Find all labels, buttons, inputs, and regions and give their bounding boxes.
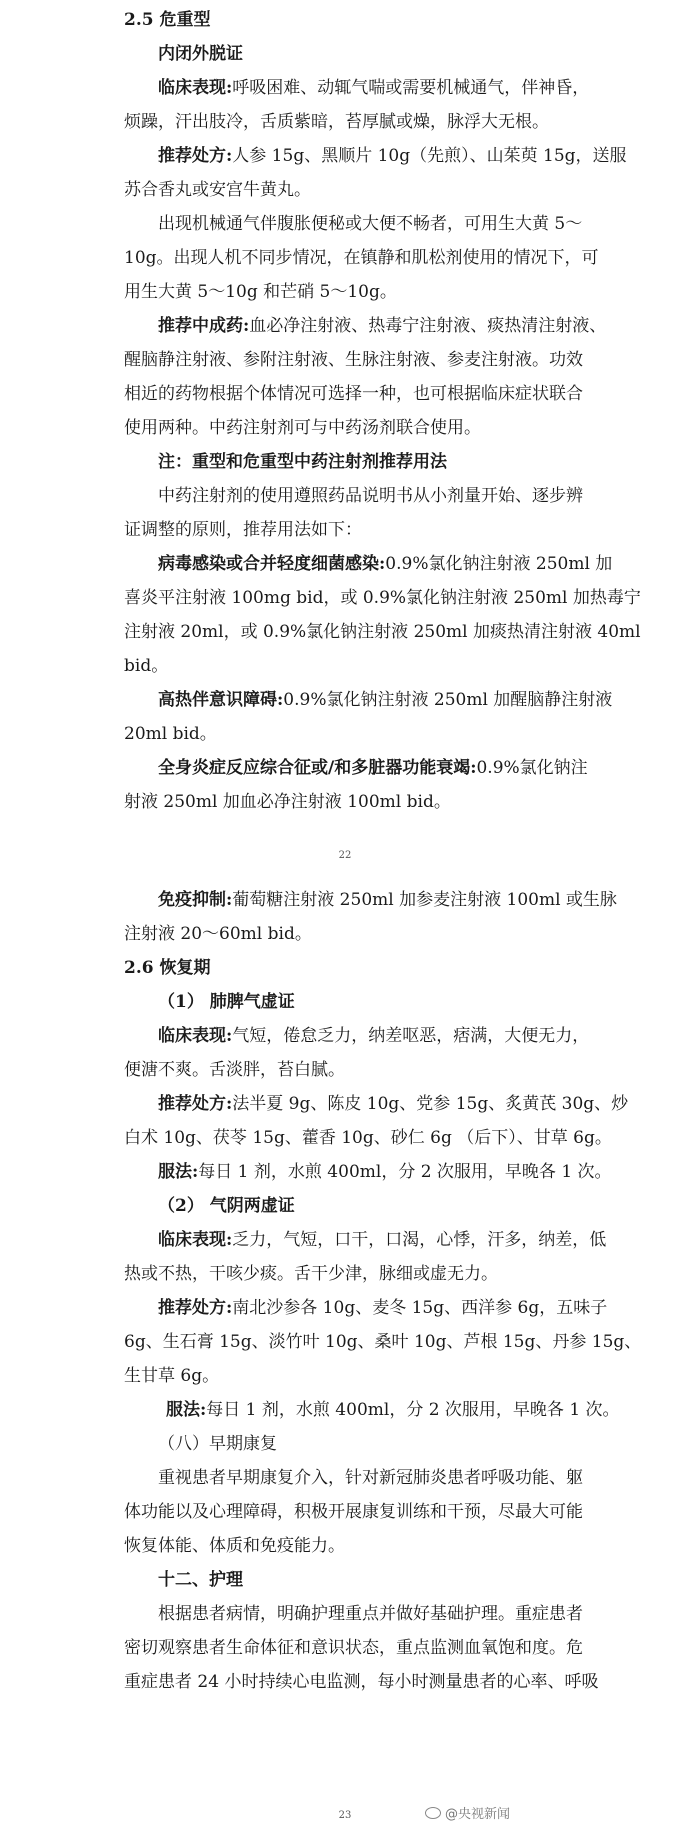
- line-text: 恢复体能、体质和免疫能力。: [124, 1536, 345, 1556]
- line-text: 0.9%氯化钠注射液 250ml 加醒脑静注射液: [283, 690, 613, 710]
- text-line: [124, 1393, 620, 1427]
- text-line: [124, 1087, 629, 1121]
- bold-label: 临床表现:: [158, 78, 233, 98]
- line-text: 乏力，气短，口干，口渴，心悸，汗多，纳差，低: [232, 1230, 607, 1250]
- text-line: [124, 1665, 599, 1699]
- line-text: 便溏不爽。舌淡胖，苔白腻。: [124, 1060, 345, 1080]
- text-line: [124, 683, 613, 717]
- text-line: [124, 1053, 594, 1087]
- line-text: 2.5 危重型: [124, 10, 211, 30]
- line-text: 使用两种。中药注射剂可与中药汤剂联合使用。: [124, 418, 481, 438]
- page-number: 22: [338, 850, 352, 861]
- bold-label: 高热伴意识障碍:: [158, 690, 284, 710]
- line-text: 注射液 20～60ml bid。: [124, 924, 312, 944]
- line-text: bid。: [124, 656, 169, 676]
- line-text: 呼吸困难、动辄气喘或需要机械通气，伴神昏，: [232, 78, 590, 98]
- line-text: 出现机械通气伴腹胀便秘或大便不畅者，可用生大黄 5～: [158, 214, 583, 234]
- text-line: [124, 105, 594, 139]
- bold-label: 服法:: [158, 1162, 199, 1182]
- line-text: 2.6 恢复期: [124, 958, 211, 978]
- line-text: 苏合香丸或安宫牛黄丸。: [124, 180, 311, 200]
- text-line: [124, 1529, 594, 1563]
- line-text: 中药注射剂的使用遵照药品说明书从小剂量开始、逐步辨: [158, 486, 583, 506]
- text-line: [124, 479, 594, 513]
- text-line: [124, 951, 594, 985]
- line-text: 注射液 20ml，或 0.9%氯化钠注射液 250ml 加痰热清注射液 40ml: [124, 622, 641, 642]
- text-line: [124, 139, 627, 173]
- text-line: [124, 241, 599, 275]
- text-line: [124, 1631, 594, 1665]
- line-text: 热或不热，干咳少痰。舌干少津，脉细或虚无力。: [124, 1264, 498, 1284]
- watermark-text: @央视新闻: [444, 1807, 510, 1822]
- line-text: 根据患者病情，明确护理重点并做好基础护理。重症患者: [158, 1604, 583, 1624]
- line-text: 射液 250ml 加血必净注射液 100ml bid。: [124, 792, 451, 812]
- document-page-23: [0, 880, 690, 1832]
- line-text: （2） 气阴两虚证: [158, 1196, 295, 1216]
- text-line: [124, 615, 641, 649]
- line-text: 十二、护理: [158, 1570, 243, 1590]
- text-line: [124, 1325, 642, 1359]
- line-text: 10g。出现人机不同步情况，在镇静和肌松剂使用的情况下，可: [124, 248, 599, 268]
- text-line: [124, 445, 594, 479]
- line-text: （1） 肺脾气虚证: [158, 992, 295, 1012]
- bold-label: 推荐处方:: [158, 146, 233, 166]
- line-text: 20ml bid。: [124, 724, 217, 744]
- text-line: [124, 717, 594, 751]
- text-line: [124, 1291, 608, 1325]
- line-text: 喜炎平注射液 100mg bid，或 0.9%氯化钠注射液 250ml 加热毒宁: [124, 588, 641, 608]
- text-line: [124, 1359, 594, 1393]
- text-line: [124, 1223, 607, 1257]
- line-text: 重视患者早期康复介入，针对新冠肺炎患者呼吸功能、躯: [158, 1468, 583, 1488]
- text-line: [124, 785, 594, 819]
- bold-label: 病毒感染或合并轻度细菌感染:: [158, 554, 386, 574]
- text-line: [124, 207, 594, 241]
- text-line: [124, 37, 594, 71]
- line-text: 注：重型和危重型中药注射剂推荐用法: [158, 452, 447, 472]
- text-line: [124, 309, 607, 343]
- text-line: [124, 1597, 594, 1631]
- bold-label: 免疫抑制:: [158, 890, 233, 910]
- line-text: （八）早期康复: [158, 1434, 277, 1454]
- text-line: [124, 343, 594, 377]
- line-text: 内闭外脱证: [158, 44, 243, 64]
- line-text: 南北沙参各 10g、麦冬 15g、西洋参 6g，五味子: [232, 1298, 608, 1318]
- line-text: 每日 1 剂，水煎 400ml，分 2 次服用，早晚各 1 次。: [206, 1400, 620, 1420]
- text-line: [124, 917, 594, 951]
- page-content: [124, 880, 642, 1699]
- bold-label: 临床表现:: [158, 1230, 233, 1250]
- line-text: 法半夏 9g、陈皮 10g、党参 15g、炙黄芪 30g、炒: [232, 1094, 629, 1114]
- page-content: [124, 0, 641, 819]
- bold-label: 临床表现:: [158, 1026, 233, 1046]
- text-line: [124, 649, 594, 683]
- weibo-icon: [425, 1807, 441, 1819]
- watermark: [425, 1803, 510, 1822]
- text-line: [124, 173, 594, 207]
- line-text: 用生大黄 5～10g 和芒硝 5～10g。: [124, 282, 397, 302]
- text-line: [124, 1155, 612, 1189]
- text-line: [124, 985, 594, 1019]
- text-line: [124, 3, 594, 37]
- text-line: [124, 1563, 594, 1597]
- text-line: [124, 581, 641, 615]
- line-text: 证调整的原则，推荐用法如下：: [124, 520, 362, 540]
- text-line: [124, 411, 594, 445]
- line-text: 白术 10g、茯苓 15g、藿香 10g、砂仁 6g （后下）、甘草 6g。: [124, 1128, 612, 1148]
- text-line: [124, 1189, 594, 1223]
- line-text: 体功能以及心理障碍，积极开展康复训练和干预，尽最大可能: [124, 1502, 583, 1522]
- line-text: 醒脑静注射液、参附注射液、生脉注射液、参麦注射液。功效: [124, 350, 583, 370]
- text-line: [124, 71, 594, 105]
- line-text: 烦躁，汗出肢冷，舌质紫暗，苔厚腻或燥，脉浮大无根。: [124, 112, 549, 132]
- bold-label: 服法:: [166, 1400, 207, 1420]
- text-line: [124, 1427, 594, 1461]
- line-text: 相近的药物根据个体情况可选择一种，也可根据临床症状联合: [124, 384, 583, 404]
- text-line: [124, 1121, 612, 1155]
- line-text: 气短，倦怠乏力，纳差呕恶，痞满，大便无力，: [232, 1026, 590, 1046]
- bold-label: 推荐处方:: [158, 1094, 233, 1114]
- document-page-22: [0, 0, 690, 880]
- page-number: 23: [338, 1810, 352, 1821]
- text-line: [124, 883, 617, 917]
- text-line: [124, 1461, 594, 1495]
- line-text: 6g、生石膏 15g、淡竹叶 10g、桑叶 10g、芦根 15g、丹参 15g、: [124, 1332, 642, 1352]
- line-text: 重症患者 24 小时持续心电监测，每小时测量患者的心率、呼吸: [124, 1672, 599, 1692]
- line-text: 血必净注射液、热毒宁注射液、痰热清注射液、: [249, 316, 607, 336]
- line-text: 密切观察患者生命体征和意识状态，重点监测血氧饱和度。危: [124, 1638, 583, 1658]
- line-text: 人参 15g、黑顺片 10g（先煎）、山茱萸 15g，送服: [232, 146, 627, 166]
- text-line: [124, 1257, 594, 1291]
- line-text: 葡萄糖注射液 250ml 加参麦注射液 100ml 或生脉: [232, 890, 617, 910]
- bold-label: 推荐处方:: [158, 1298, 233, 1318]
- text-line: [124, 1019, 594, 1053]
- line-text: 生甘草 6g。: [124, 1366, 220, 1386]
- line-text: 0.9%氯化钠注射液 250ml 加: [385, 554, 613, 574]
- text-line: [124, 377, 594, 411]
- bold-label: 推荐中成药:: [158, 316, 250, 336]
- line-text: 每日 1 剂，水煎 400ml，分 2 次服用，早晚各 1 次。: [198, 1162, 612, 1182]
- text-line: [124, 513, 594, 547]
- bold-label: 全身炎症反应综合征或/和多脏器功能衰竭:: [158, 758, 477, 778]
- text-line: [124, 275, 594, 309]
- line-text: 0.9%氯化钠注: [476, 758, 588, 778]
- text-line: [124, 1495, 594, 1529]
- text-line: [124, 751, 594, 785]
- text-line: [124, 547, 613, 581]
